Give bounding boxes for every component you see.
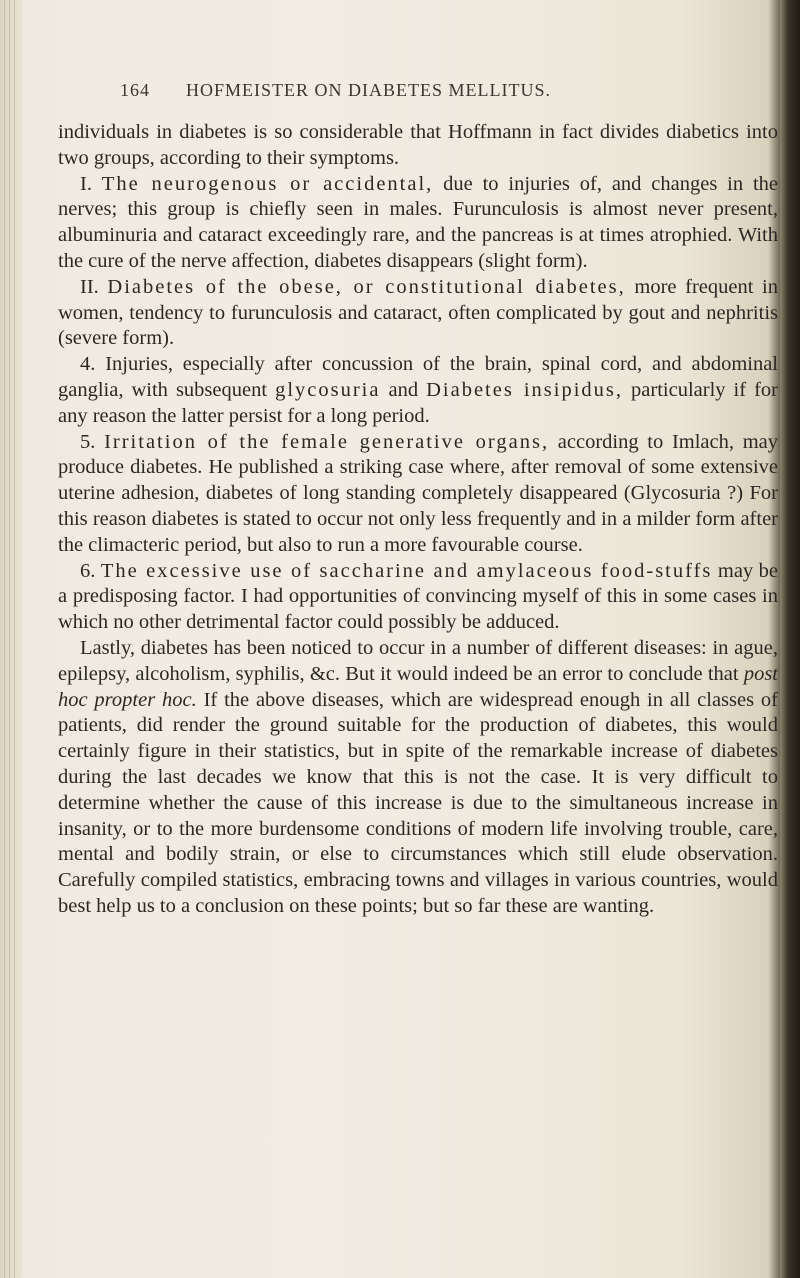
paragraph-neurogenous: I. The neurogenous or accidental, due to injuries of, and changes in the nerves; this group is chiefly seen in males. Furunculosis is almost never present, albuminuria and cataract exceedingly rare, and the pancreas is at times atrophied. With the cure of the nerve affection, diabetes disappears (slight form). <box>58 172 779 272</box>
page-edge-shadow <box>780 0 800 1278</box>
paragraph-injuries: 4. Injuries, especially after concussion of the brain, spinal cord, and abdominal ganglia, with subsequent glycosuria and Diabetes insipidus, particularly if for any reason the latter persist for a long period. <box>58 353 778 427</box>
paragraph-intro: individuals in diabetes is so considerable that Hoffmann in fact divides diabetics into two groups, according to their symptoms. <box>58 121 778 169</box>
page-gutter <box>0 0 22 1278</box>
paragraph-excessive-use: 6. The excessive use of saccharine and amylaceous food-stuffs may be a predisposing factor. I had opportunities of convincing myself of this in some cases in which no other detrimental factor could possibly be adduced. <box>58 559 778 634</box>
running-title: HOFMEISTER ON DIABETES MELLITUS. <box>186 80 551 100</box>
paragraph-irritation: 5. Irritation of the female generative organs, according to Imlach, may produce diabetes. He published a striking case where, after removal of some extensive uterine adhesion, diabetes of long standing completely disappeared (Glycosuria ?) For this reason diabetes is stated to occur not only less frequently and in a milder form after the climacteric period, but also to run a more favourable course. <box>58 430 778 556</box>
paragraph-lastly: Lastly, diabetes has been noticed to occur in a number of different diseases: in ague, epilepsy, alcoholism, syphilis, &c. But it would indeed be an error to conclude that post hoc propter hoc. If the above diseases, which are widespread enough in all classes of patients, did render the ground suitable for the production of diabetes, this would certainly figure in their statistics, but in spite of the remarkable increase of diabetes during the last decades we know that this is not the case. It is very difficult to determine whether the cause of this increase is due to the simultaneous increase in insanity, or to the more burdensome conditions of modern life involving trouble, care, mental and bodily strain, or else to circumstances which still elude observation. Carefully compiled statistics, embracing towns and villages in various countries, would best help us to a conclusion on these points; but so far these are wanting. <box>58 636 779 917</box>
paragraph-obese: II. Diabetes of the obese, or constitutional diabetes, more frequent in women, tendency to furunculosis and cataract, often complicated by gout and nephritis (severe form). <box>58 275 778 350</box>
page-number: 164 <box>120 80 150 100</box>
running-header <box>120 80 640 101</box>
body-text <box>58 120 778 920</box>
